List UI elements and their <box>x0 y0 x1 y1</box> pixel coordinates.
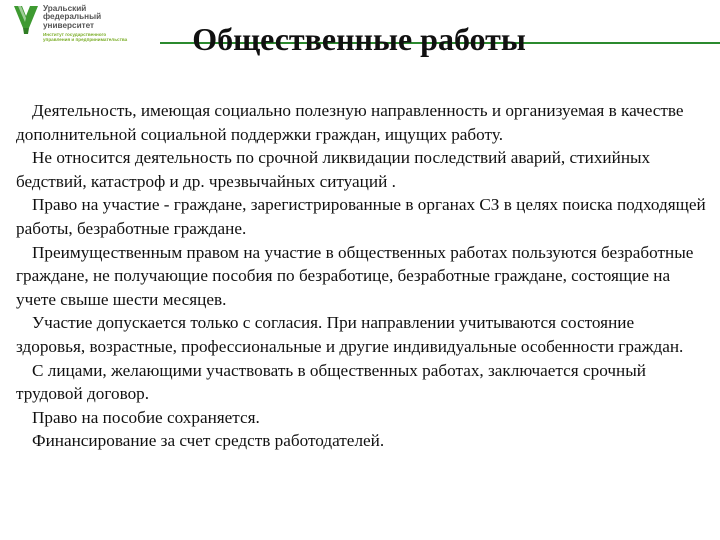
page-title <box>0 19 720 59</box>
logo-sub-line-1: Институт государственного <box>43 32 107 38</box>
paragraph-contract: С лицами, желающими участвовать в общественных работах, заключается срочный трудовой договор. <box>16 360 646 404</box>
logo-line-3: университет <box>43 20 95 30</box>
page-title-text: Общественные работы <box>192 21 526 57</box>
logo-sub-line-2: управления и предпринимательства <box>43 37 128 43</box>
paragraph-definition: Деятельность, имеющая социально полезную направленность и организуемая в качестве дополнительной социальной поддержки граждан, ищущих работу. <box>16 101 684 144</box>
slide-content <box>16 99 706 453</box>
logo-line-1: Уральский <box>43 4 87 13</box>
paragraph-benefit: Право на пособие сохраняется. <box>32 407 260 427</box>
logo-line-2: федеральный <box>43 12 102 22</box>
paragraph-eligibility: Право на участие - граждане, зарегистрированные в органах СЗ в целях поиска подходящей работы, безработные граждане. <box>16 195 706 238</box>
paragraph-exclusion: Не относится деятельность по срочной ликвидации последствий аварий, стихийных бедствий, катастроф и др. чрезвычайных ситуаций . <box>16 148 651 191</box>
paragraph-financing: Финансирование за счет средств работодателей. <box>32 431 385 451</box>
paragraph-consent: Участие допускается только с согласия. При направлении учитываются состояние здоровья, возрастные, профессиональные и другие индивидуальные особенности граждан. <box>16 313 684 356</box>
paragraph-priority: Преимущественным правом на участие в общественных работах пользуются безработные граждане, не получающие пособия по безработице, безработные граждане, состоящие на учете свыше шести месяцев. <box>16 242 694 309</box>
